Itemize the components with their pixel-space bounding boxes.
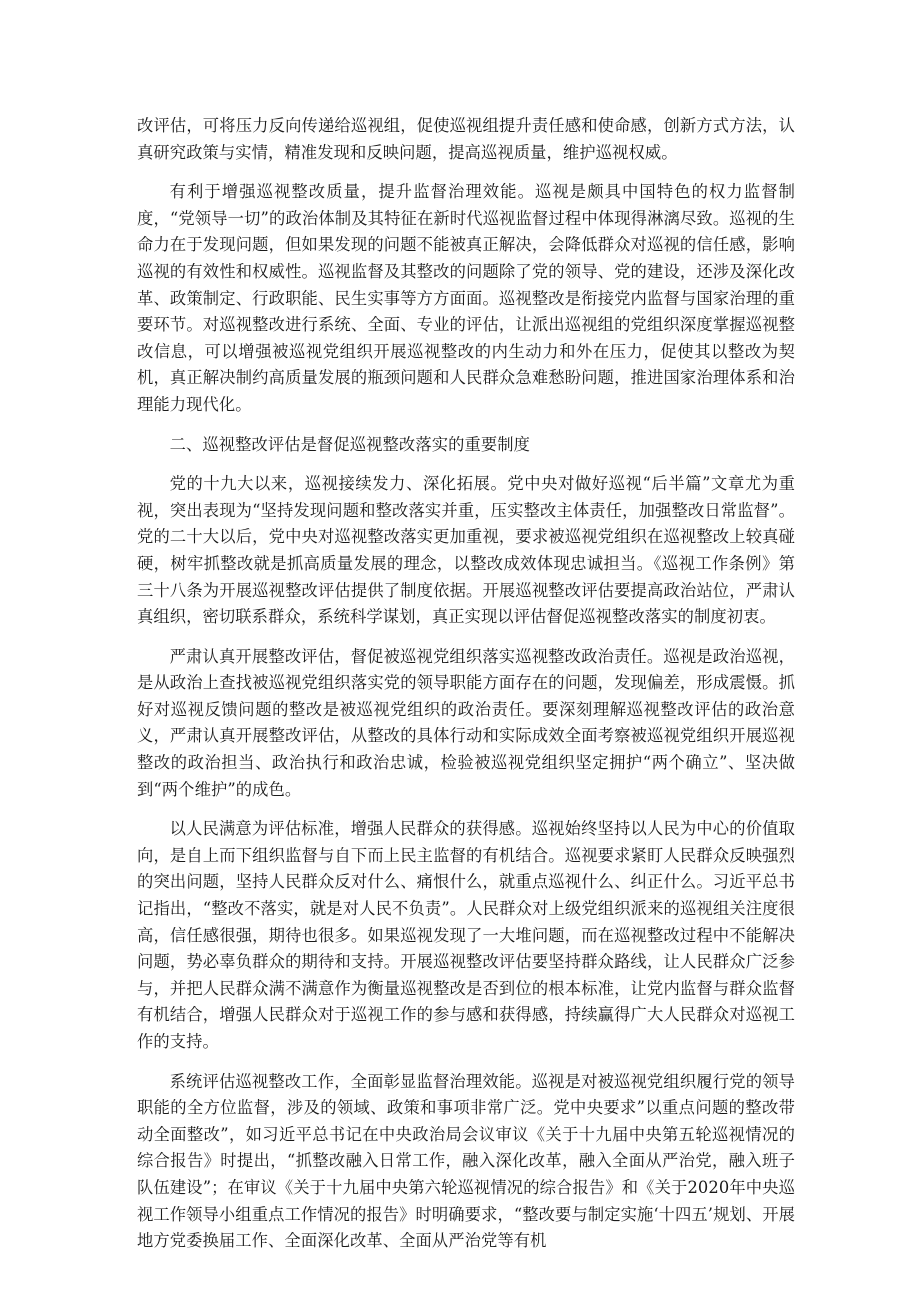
paragraph-people-satisfaction: 以人民满意为评估标准，增强人民群众的获得感。巡视始终坚持以人民为中心的价值取向，是自上而下组织监督与自下而上民主监督的有机结合。巡视要求紧盯人民群众反映强烈的突出问题，坚持人民群众反对什么、痛恨什么，就重点巡视什么、纠正什么。习近平总书记指出，“整改不落实，就是对人民不负责”。人民群众对上级党组织派来的巡视组关注度很高，信任感很强，期待也很多。如果巡视发现了一大堆问题，而在巡视整改过程中不能解决问题，势必辜负群众的期待和支持。开展巡视整改评估要坚持群众路线，让人民群众广泛参与，并把人民群众满不满意作为衡量巡视整改是否到位的根本标准，让党内监督与群众监督有机结合，增强人民群众对于巡视工作的参与感和获得感，持续赢得广大人民群众对巡视工作的支持。 (137, 819, 795, 1051)
paragraph-political-responsibility: 严肃认真开展整改评估，督促被巡视党组织落实巡视整改政治责任。巡视是政治巡视，是从政治上查找被巡视党组织落实党的领导职能方面存在的问题，发现偏差，形成震慑。抓好对巡视反馈问题的整改是被巡视党组织的政治责任。要深刻理解巡视整改评估的政治意义，严肃认真开展整改评估，从整改的具体行动和实际成效全面考察被巡视党组织开展巡视整改的政治担当、政治执行和政治忠诚，检验被巡视党组织坚定拥护“两个确立”、坚决做到“两个维护”的成色。 (137, 646, 795, 799)
document-body (137, 113, 795, 1268)
section-heading-2: 二、巡视整改评估是督促巡视整改落实的重要制度 (169, 434, 530, 454)
paragraph-systematic-evaluation: 系统评估巡视整改工作，全面彰显监督治理效能。巡视是对被巡视党组织履行党的领导职能的全方位监督，涉及的领域、政策和事项非常广泛。党中央要求”以重点问题的整改带动全面整改”，如习近平总书记在中央政治局会议审议《关于十九届中央第五轮巡视情况的综合报告》时提出，“抓整改融入日常工作，融入深化改革，融入全面从严治党，融入班子队伍建设”；在审议《关于十九届中央第六轮巡视情况的综合报告》和《关于2020年中央巡视工作领导小组重点工作情况的报告》时明确要求，“整改要与制定实施‘十四五’规划、开展地方党委换届工作、全面深化改革、全面从严治党等有机 (137, 1071, 795, 1251)
paragraph-since-19th-congress: 党的十九大以来，巡视接续发力、深化拓展。党中央对做好巡视“后半篇”文章尤为重视，突出表现为“坚持发现问题和整改落实并重，压实整改主体责任，加强整改日常监督”。党的二十大以后，党中央对巡视整改落实更加重视，要求被巡视党组织在巡视整改上较真碰硬，树牢抓整改就是抓高质量发展的理念，以整改成效体现忠诚担当。《巡视工作条例》第三十八条为开展巡视整改评估提供了制度依据。开展巡视整改评估要提高政治站位，严肃认真组织，密切联系群众，系统科学谋划，真正实现以评估督促巡视整改落实的制度初衷。 (137, 474, 795, 627)
paragraph-supervision-quality: 有利于增强巡视整改质量，提升监督治理效能。巡视是颇具中国特色的权力监督制度，“党领导一切”的政治体制及其特征在新时代巡视监督过程中体现得淋漓尽致。巡视的生命力在于发现问题，但如果发现的问题不能被真正解决，会降低群众对巡视的信任感，影响巡视的有效性和权威性。巡视监督及其整改的问题除了党的领导、党的建设，还涉及深化改革、政策制定、行政职能、民生实事等方方面面。巡视整改是衔接党内监督与国家治理的重要环节。对巡视整改进行系统、全面、专业的评估，让派出巡视组的党组织深度掌握巡视整改信息，可以增强被巡视党组织开展巡视整改的内生动力和外在压力，促使其以整改为契机，真正解决制约高质量发展的瓶颈问题和人民群众急难愁盼问题，推进国家治理体系和治理能力现代化。 (137, 182, 795, 414)
paragraph-continuation: 改评估，可将压力反向传递给巡视组，促使巡视组提升责任感和使命感，创新方式方法，认真研究政策与实情，精准发现和反映问题，提高巡视质量，维护巡视权威。 (137, 116, 795, 162)
